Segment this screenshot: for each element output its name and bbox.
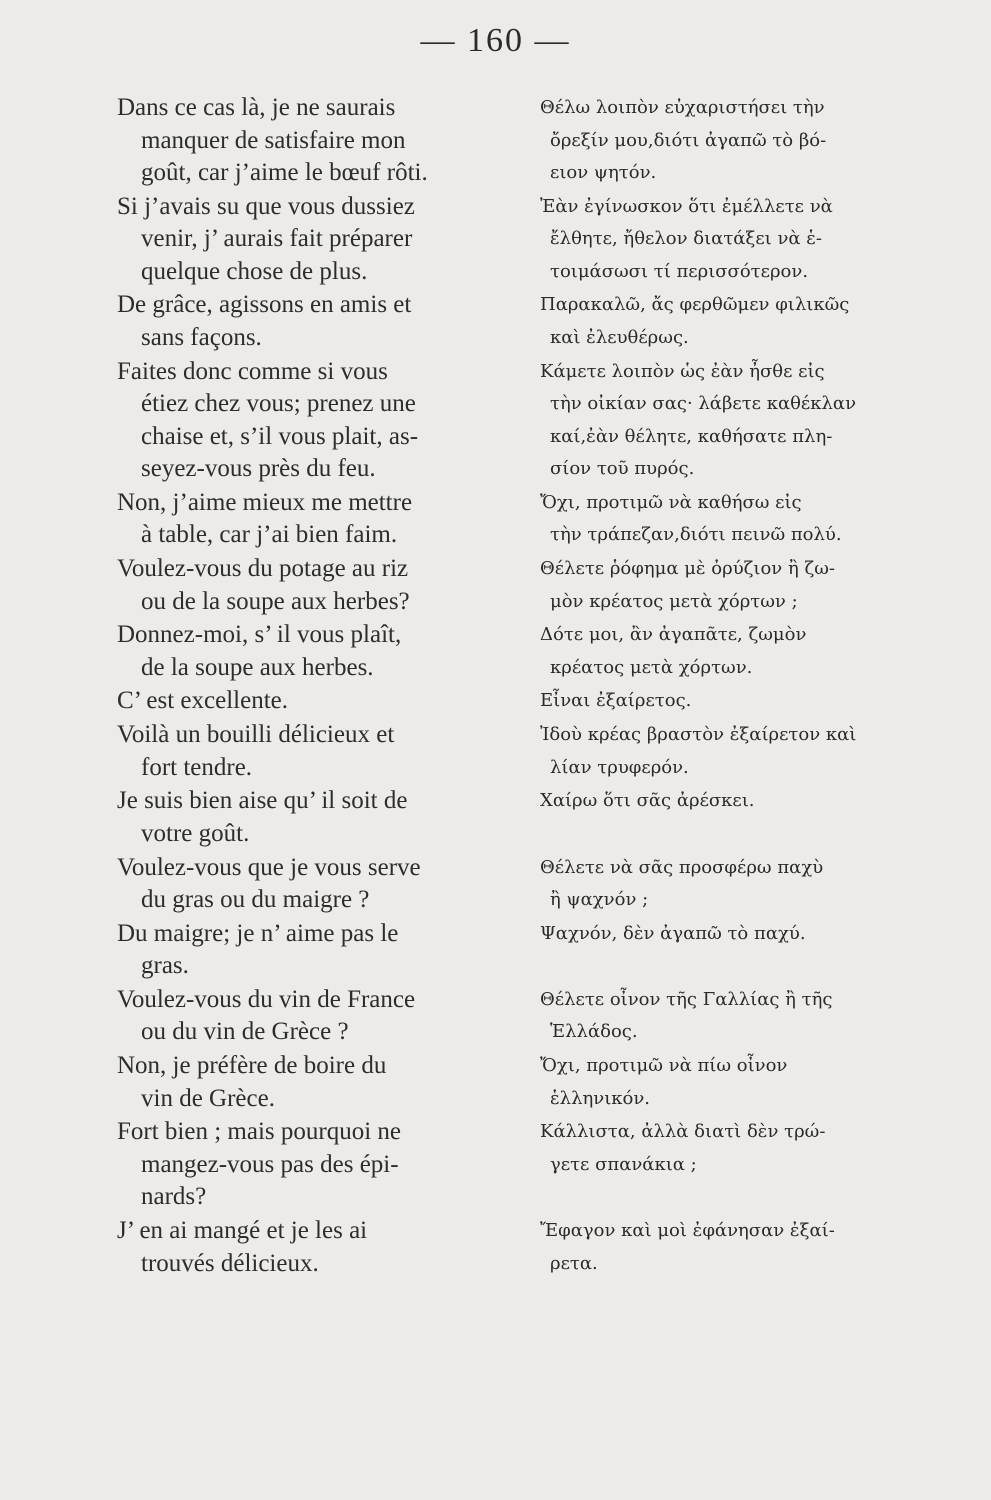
dialogue-entry: [0, 619, 991, 684]
french-line: du gras ou du maigre ?: [141, 886, 370, 913]
french-text: [117, 1215, 527, 1280]
french-line: Faites donc comme si vous: [117, 357, 388, 385]
greek-text: [540, 92, 935, 190]
greek-line: Εἶναι ἐξαίρετος.: [540, 690, 692, 712]
greek-text: [540, 918, 935, 951]
greek-line: καὶ ἐλευθέρως.: [550, 326, 689, 348]
greek-text: [540, 785, 935, 818]
french-line: C’ est excellente.: [117, 687, 288, 715]
dialogue-entry: [0, 553, 991, 618]
french-text: [117, 984, 527, 1049]
french-text: [117, 1116, 527, 1214]
french-text: [117, 852, 527, 917]
dialogue-entry: [0, 1116, 991, 1214]
greek-line: Θέλετε ῥόφημα μὲ ὀρύζιον ἢ ζω-: [540, 558, 835, 579]
dialogue-entry: [0, 685, 991, 718]
french-line: Voulez-vous que je vous serve: [117, 853, 421, 881]
greek-line: Θέλω λοιπὸν εὐχαριστήσει τὴν: [540, 97, 825, 118]
french-text: [117, 289, 527, 354]
greek-line: ρετα.: [550, 1252, 598, 1274]
french-line: De grâce, agissons en amis et: [117, 291, 412, 319]
greek-line: Ἰδοὺ κρέας βραστὸν ἐξαίρετον καὶ: [540, 724, 857, 746]
greek-line: Ὄχι, προτιμῶ νὰ πίω οἶνον: [540, 1055, 788, 1077]
dialogue-entry: [0, 719, 991, 784]
french-line: gras.: [141, 952, 189, 980]
french-text: [117, 92, 527, 190]
french-line: Non, j’aime mieux me mettre: [117, 488, 413, 516]
greek-line: τὴν τράπεζαν,διότι πεινῶ πολύ.: [550, 524, 842, 546]
greek-text: [540, 553, 935, 618]
french-line: Voulez-vous du vin de France: [117, 985, 416, 1013]
french-text: [117, 553, 527, 618]
greek-line: ἑλληνικόν.: [550, 1087, 651, 1109]
dialogue-entry: [0, 487, 991, 552]
dialogue-entry: [0, 1215, 991, 1280]
french-text: [117, 487, 527, 552]
french-text: [117, 918, 527, 983]
dialogue-entry: [0, 852, 991, 917]
greek-line: Ἐὰν ἐγίνωσκον ὅτι ἐμέλλετε νὰ: [540, 195, 833, 217]
french-line: ou de la soupe aux herbes?: [141, 587, 410, 615]
dialogue-entry: [0, 1050, 991, 1115]
french-line: Donnez-moi, s’ il vous plaît,: [117, 621, 402, 649]
french-line: à table, car j’ai bien faim.: [141, 521, 398, 549]
greek-text: [540, 619, 935, 684]
french-line: J’ en ai mangé et je les ai: [117, 1217, 368, 1244]
greek-line: Παρακαλῶ, ἄς φερθῶμεν φιλικῶς: [540, 294, 850, 316]
greek-line: Θέλετε οἶνον τῆς Γαλλίας ἢ τῆς: [540, 988, 833, 1010]
french-line: ou du vin de Grèce ?: [141, 1018, 349, 1046]
greek-line: σίον τοῦ πυρός.: [550, 458, 695, 480]
greek-line: Δότε μοι, ἂν ἀγαπᾶτε, ζωμὸν: [540, 624, 807, 646]
french-line: chaise et, s’il vous plait, as-: [141, 422, 419, 450]
greek-line: τὴν οἰκίαν σας· λάβετε καθέκλαν: [550, 393, 857, 415]
greek-line: Θέλετε νὰ σᾶς προσφέρω παχὺ: [540, 856, 824, 878]
french-text: [117, 685, 527, 718]
greek-line: ἢ ψαχνόν ;: [550, 889, 649, 910]
french-line: trouvés délicieux.: [141, 1249, 319, 1277]
french-text: [117, 785, 527, 850]
french-line: mangez-vous pas des épi-: [141, 1150, 399, 1178]
greek-line: Ψαχνόν, δὲν ἀγαπῶ τὸ παχύ.: [540, 922, 806, 944]
greek-text: [540, 984, 935, 1049]
french-text: [117, 1050, 527, 1115]
french-line: Voilà un bouilli délicieux et: [117, 721, 395, 749]
french-line: venir, j’ aurais fait préparer: [141, 225, 413, 253]
french-text: [117, 619, 527, 684]
greek-text: [540, 1116, 935, 1181]
french-line: Dans ce cas là, je ne saurais: [117, 94, 396, 121]
french-line: vin de Grèce.: [141, 1084, 275, 1112]
french-line: sans façons.: [141, 323, 262, 351]
french-line: Si j’avais su que vous dussiez: [117, 192, 415, 220]
french-line: nards?: [141, 1183, 207, 1211]
greek-line: ἔλθητε, ἤθελον διατάξει νὰ ἑ-: [550, 228, 823, 250]
greek-line: καί,ἐὰν θέλητε, καθήσατε πλη-: [550, 425, 833, 447]
greek-line: Κάλλιστα, ἀλλὰ διατὶ δὲν τρώ-: [540, 1121, 826, 1143]
greek-line: ὄρεξίν μου,διότι ἀγαπῶ τὸ βό-: [550, 129, 827, 151]
greek-line: γετε σπανάκια ;: [550, 1153, 697, 1175]
greek-text: [540, 1050, 935, 1115]
greek-line: Ὄχι, προτιμῶ νὰ καθήσω εἰς: [540, 491, 802, 513]
greek-text: [540, 719, 935, 784]
french-text: [117, 191, 527, 289]
french-line: Je suis bien aise qu’ il soit de: [117, 787, 408, 815]
greek-line: κρέατος μετὰ χόρτων.: [550, 656, 753, 678]
french-line: fort tendre.: [141, 753, 253, 781]
greek-line: Κάμετε λοιπὸν ὡς ἐὰν ἦσθε εἰς: [540, 360, 825, 382]
greek-line: Ἔφαγον καὶ μοὶ ἐφάνησαν ἐξαί-: [540, 1220, 835, 1241]
greek-text: [540, 356, 935, 486]
greek-line: ειον ψητόν.: [550, 162, 657, 183]
greek-text: [540, 852, 935, 917]
page-number: — 160 —: [420, 22, 571, 59]
french-line: Du maigre; je n’ aime pas le: [117, 919, 399, 947]
dialogue-entry: [0, 984, 991, 1049]
dialogue-entry: [0, 92, 991, 190]
french-line: goût, car j’aime le bœuf rôti.: [141, 159, 428, 186]
french-line: seyez-vous près du feu.: [141, 455, 376, 483]
french-line: votre goût.: [141, 819, 250, 847]
french-text: [117, 356, 527, 486]
dialogue-entry: [0, 356, 991, 486]
greek-line: μὸν κρέατος μετὰ χόρτων ;: [550, 590, 798, 612]
greek-text: [540, 191, 935, 289]
french-line: quelque chose de plus.: [141, 257, 368, 285]
french-text: [117, 719, 527, 784]
greek-text: [540, 685, 935, 718]
french-line: Fort bien ; mais pourquoi ne: [117, 1118, 401, 1146]
french-line: Non, je préfère de boire du: [117, 1052, 387, 1080]
greek-text: [540, 1215, 935, 1280]
dialogue-entry: [0, 191, 991, 289]
dialogue-entry: [0, 785, 991, 850]
greek-line: λίαν τρυφερόν.: [550, 756, 689, 778]
greek-line: Χαίρω ὅτι σᾶς ἀρέσκει.: [540, 790, 755, 812]
dialogue-entry: [0, 289, 991, 354]
french-line: manquer de satisfaire mon: [141, 126, 406, 154]
greek-line: τοιμάσωσι τί περισσότερον.: [550, 260, 809, 282]
greek-line: Ἑλλάδος.: [550, 1021, 638, 1043]
french-line: de la soupe aux herbes.: [141, 653, 374, 681]
french-line: étiez chez vous; prenez une: [141, 390, 416, 418]
greek-text: [540, 487, 935, 552]
french-line: Voulez-vous du potage au riz: [117, 555, 409, 582]
dialogue-entry: [0, 918, 991, 983]
greek-text: [540, 289, 935, 354]
